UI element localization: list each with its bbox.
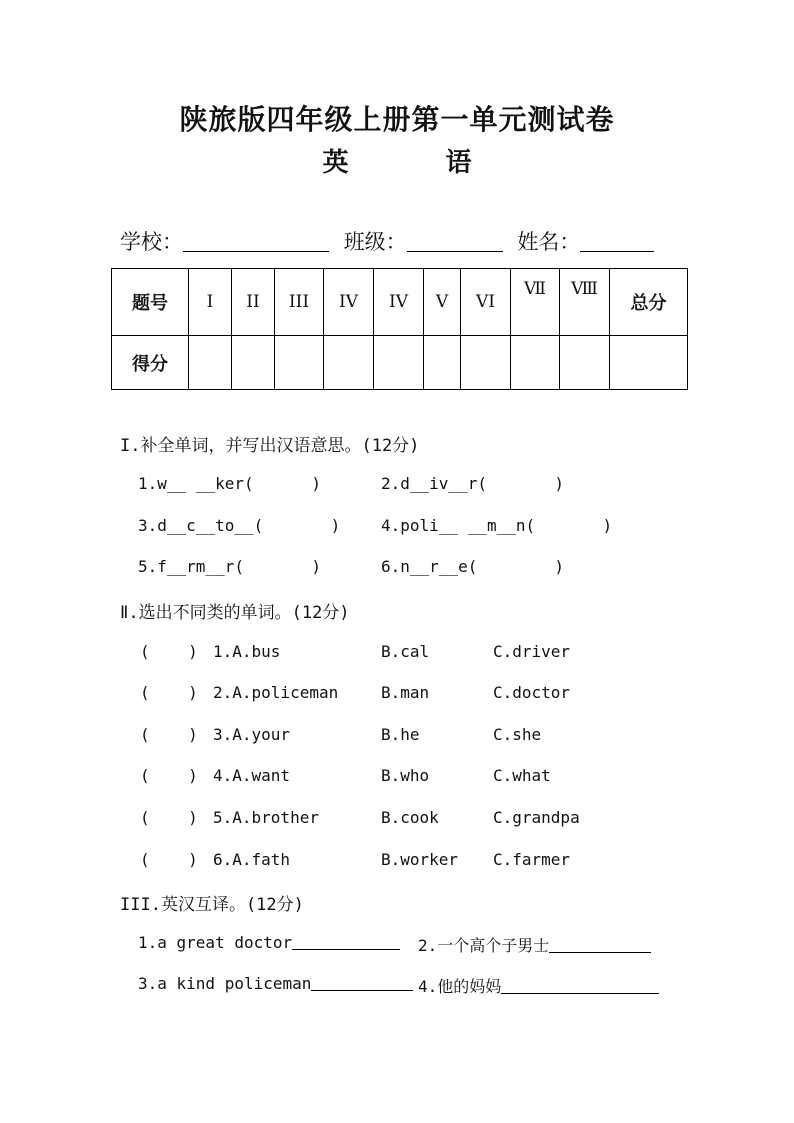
answer-line[interactable] (292, 933, 400, 950)
translate-item (418, 933, 651, 956)
fill-word-item[interactable]: 1.w__ __ker( ) (138, 474, 322, 493)
translate-item (418, 974, 659, 997)
score-cell[interactable] (232, 336, 275, 390)
answer-paren[interactable]: ( ) (140, 766, 198, 785)
column-header: V (424, 269, 461, 336)
class-label: 班级： (343, 230, 407, 254)
option-b: B.who (381, 766, 430, 785)
column-header: IV (374, 269, 424, 336)
question-number-label: 题号 (112, 269, 189, 336)
fill-word-item[interactable]: 4.poli__ __m__n( ) (381, 516, 613, 535)
subject-title: 英 语 (322, 148, 516, 178)
column-header: II (232, 269, 275, 336)
score-cell[interactable] (324, 336, 374, 390)
school-label: 学校： (120, 230, 183, 254)
score-table-score-row (112, 336, 688, 390)
fill-word-item[interactable]: 2.d__iv__r( ) (381, 474, 565, 493)
option-c: C.she (493, 725, 542, 744)
fill-word-item[interactable]: 5.f__rm__r( ) (138, 557, 322, 576)
translate-prompt: 2.一个高个子男士 (418, 936, 550, 955)
score-cell[interactable] (189, 336, 232, 390)
section-2-heading: Ⅱ.选出不同类的单词。(12分) (120, 603, 350, 623)
score-cell[interactable] (461, 336, 511, 390)
score-label: 得分 (112, 336, 189, 390)
name-label: 姓名： (517, 230, 581, 254)
total-label: 总分 (610, 269, 688, 336)
column-header: VI (461, 269, 511, 336)
option-b: B.man (381, 683, 430, 702)
answer-line[interactable] (549, 936, 651, 953)
option-b: B.he (381, 725, 420, 744)
option-c: C.what (493, 766, 551, 785)
option-b: B.worker (381, 850, 459, 869)
option-a: 3.A.your (213, 725, 291, 744)
class-field[interactable] (407, 229, 503, 252)
option-a: 1.A.bus (213, 642, 281, 661)
translate-prompt: 1.a great doctor (138, 933, 293, 952)
score-table-header-row (112, 269, 688, 336)
option-a: 5.A.brother (213, 808, 319, 827)
score-cell[interactable] (275, 336, 324, 390)
translate-prompt: 4.他的妈妈 (418, 977, 502, 996)
option-a: 2.A.policeman (213, 683, 339, 702)
school-field[interactable] (183, 229, 329, 252)
answer-paren[interactable]: ( ) (140, 850, 198, 869)
column-header: I (189, 269, 232, 336)
name-field[interactable] (580, 229, 654, 252)
column-header: IV (324, 269, 374, 336)
answer-paren[interactable]: ( ) (140, 683, 198, 702)
option-a: 4.A.want (213, 766, 291, 785)
option-c: C.doctor (493, 683, 571, 702)
score-cell[interactable] (560, 336, 610, 390)
score-cell[interactable] (610, 336, 688, 390)
translate-prompt: 3.a kind policeman (138, 974, 312, 993)
student-info-line (120, 226, 680, 256)
score-cell[interactable] (511, 336, 560, 390)
option-b: B.cal (381, 642, 430, 661)
column-header: Ⅷ (560, 269, 610, 336)
translate-item (138, 933, 400, 952)
score-table (111, 268, 688, 390)
answer-paren[interactable]: ( ) (140, 725, 198, 744)
score-cell[interactable] (424, 336, 461, 390)
translate-item (138, 974, 413, 993)
column-header: III (275, 269, 324, 336)
option-c: C.driver (493, 642, 571, 661)
page-title: 陕旅版四年级上册第一单元测试卷 (179, 103, 615, 136)
fill-word-item[interactable]: 3.d__c__to__( ) (138, 516, 341, 535)
fill-word-item[interactable]: 6.n__r__e( ) (381, 557, 565, 576)
option-b: B.cook (381, 808, 439, 827)
answer-line[interactable] (501, 977, 659, 994)
answer-paren[interactable]: ( ) (140, 642, 198, 661)
section-1-heading: I.补全单词，并写出汉语意思。(12分) (120, 436, 420, 456)
option-c: C.grandpa (493, 808, 580, 827)
option-c: C.farmer (493, 850, 571, 869)
column-header: Ⅶ (511, 269, 560, 336)
option-a: 6.A.fath (213, 850, 291, 869)
section-3-heading: III.英汉互译。(12分) (120, 895, 304, 915)
answer-line[interactable] (311, 974, 413, 991)
score-cell[interactable] (374, 336, 424, 390)
answer-paren[interactable]: ( ) (140, 808, 198, 827)
